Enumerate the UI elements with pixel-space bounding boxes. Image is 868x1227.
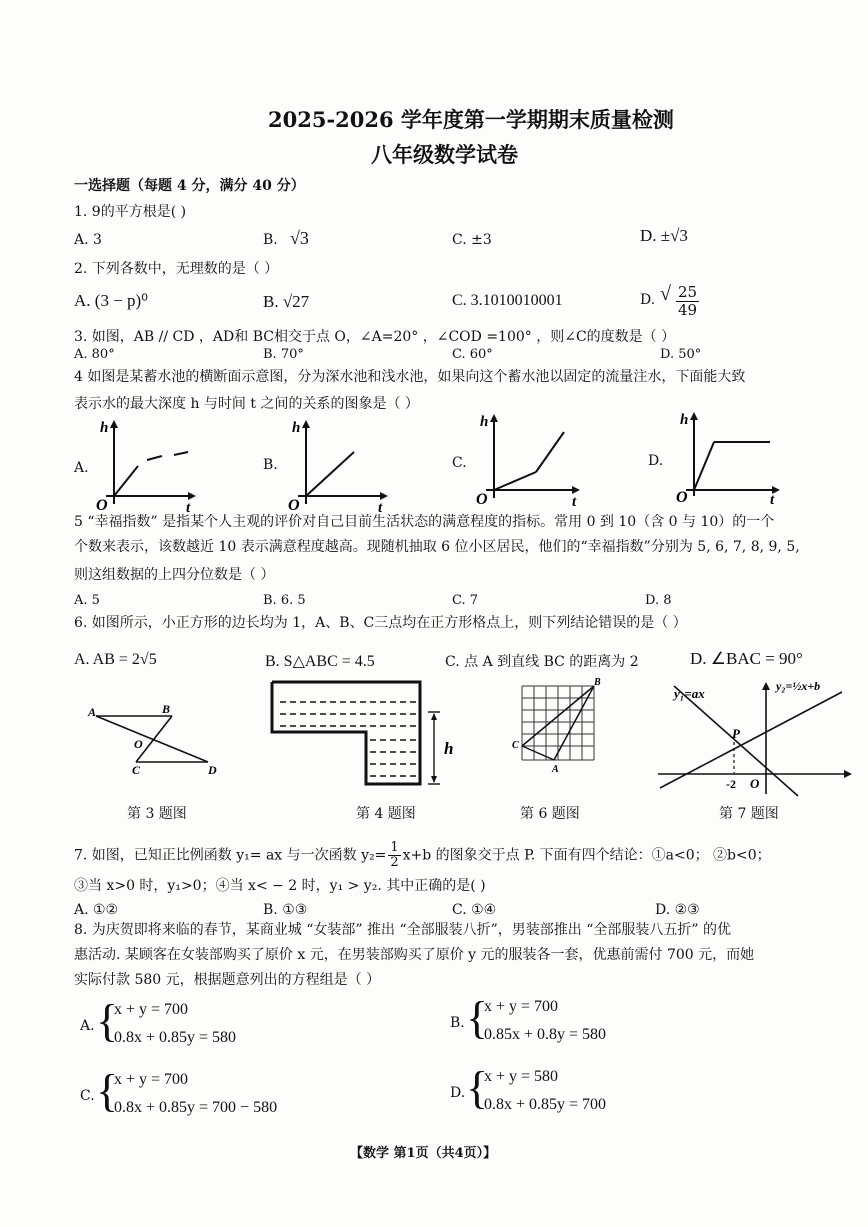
figure-7-caption: 第 7 题图 bbox=[719, 806, 779, 822]
tick-minus-2-label: -2 bbox=[726, 777, 736, 791]
point-c-label: C bbox=[132, 763, 141, 777]
origin-label: O bbox=[750, 776, 760, 791]
q7-fraction bbox=[388, 841, 400, 870]
q4-graph-b bbox=[284, 418, 394, 516]
left-brace: { bbox=[96, 1065, 119, 1116]
q5-stem-line1: 5 “幸福指数” 是指某个人主观的评价对自己目前生活状态的满意程度的指标。常用 0 到 10（含 0 与 10）的一个 bbox=[74, 514, 775, 530]
q4-graph-c bbox=[472, 412, 592, 510]
q2-option-a: A. (3 − p)⁰ bbox=[74, 291, 149, 310]
q6-option-b: B. S△ABC = 4.5 bbox=[265, 653, 375, 670]
q1-option-d: D. ±√3 bbox=[640, 226, 688, 245]
exam-subtitle: 八年级数学试卷 bbox=[371, 142, 518, 167]
q8-a-equation-1: x + y = 700 bbox=[114, 1001, 189, 1018]
q4-graph-d bbox=[672, 410, 792, 508]
figure-3-caption: 第 3 题图 bbox=[127, 806, 187, 822]
q7-option-a: A. ①② bbox=[74, 902, 119, 918]
sqrt-sign: √ bbox=[660, 283, 671, 305]
q8-b-equation-1: x + y = 700 bbox=[484, 998, 559, 1015]
point-b-label: B bbox=[162, 702, 171, 716]
point-c-label: C bbox=[512, 740, 519, 751]
axis-t-label: t bbox=[378, 500, 383, 516]
axis-t-label: t bbox=[572, 494, 577, 510]
q7-stem-part2: x+b 的图象交于点 P. 下面有四个结论：①a<0； ②b<0； bbox=[402, 847, 771, 864]
origin-label: O bbox=[676, 489, 688, 506]
q2-stem: 2. 下列各数中，无理数的是（ ） bbox=[74, 261, 279, 277]
q8-c-equation-2: 0.8x + 0.85y = 700 − 580 bbox=[114, 1099, 278, 1116]
q1-option-b: B. bbox=[263, 232, 278, 248]
q4-option-a: A. bbox=[74, 460, 89, 476]
q6-stem: 6. 如图所示，小正方形的边长均为 1，A、B、C三点均在正方形格点上，则下列结论错误的是（ ） bbox=[74, 615, 687, 631]
figure-4-caption: 第 4 题图 bbox=[356, 806, 416, 822]
q7-stem-part1: 7. 如图，已知正比例函数 y₁= ax 与一次函数 y₂= bbox=[74, 847, 387, 864]
q5-option-b: B. 6. 5 bbox=[263, 593, 306, 608]
q3-option-b: B. 70° bbox=[263, 347, 304, 362]
q4-graph-a bbox=[92, 418, 202, 516]
q3-option-d: D. 50° bbox=[660, 347, 702, 362]
figure-6 bbox=[510, 676, 610, 776]
q1-option-c: C. ±3 bbox=[452, 232, 492, 248]
q8-b-equation-2: 0.85x + 0.8y = 580 bbox=[484, 1026, 607, 1043]
axis-t-label: t bbox=[186, 500, 191, 516]
q2-option-d-fraction bbox=[676, 284, 699, 319]
q2-option-c: C. 3.1010010001 bbox=[452, 292, 563, 309]
q8-d-equation-1: x + y = 580 bbox=[484, 1068, 559, 1085]
figure-7 bbox=[656, 676, 856, 798]
origin-label: O bbox=[288, 497, 300, 514]
q6-option-a: A. AB = 2√5 bbox=[74, 651, 157, 668]
point-p-label: P bbox=[732, 726, 740, 741]
q4-option-d: D. bbox=[648, 453, 664, 469]
q3-option-a: A. 80° bbox=[74, 347, 115, 362]
q4-stem-line1: 4 如图是某蓄水池的横断面示意图，分为深水池和浅水池，如果向这个蓄水池以固定的流量注水，下面能大致 bbox=[74, 369, 746, 385]
axis-h-label: h bbox=[100, 420, 109, 436]
q8-option-c: C. bbox=[80, 1088, 95, 1104]
origin-label: O bbox=[476, 491, 488, 508]
q8-stem-line1: 8. 为庆贺即将来临的春节，某商业城 “女装部” 推出 “全部服装八折”，男装部推出 “全部服装八五折” 的优 bbox=[74, 922, 731, 938]
axis-h-label: h bbox=[480, 414, 489, 430]
figure-3 bbox=[84, 700, 234, 785]
q7-option-c: C. ①④ bbox=[452, 902, 497, 918]
axis-h-label: h bbox=[292, 420, 301, 436]
figure-4 bbox=[270, 680, 460, 790]
q8-stem-line2: 惠活动. 某顾客在女装部购买了原价 x 元，在男装部购买了原价 y 元的服装各一套，优惠前需付 700 元，而她 bbox=[74, 947, 755, 963]
q7-option-d: D. ②③ bbox=[655, 902, 700, 918]
q5-stem-line2: 个数来表示，该数越近 10 表示满意程度越高。现随机抽取 6 位小区居民，他们的“幸福指数”分别为 5, 6, 7, 8, 9, 5, bbox=[74, 539, 800, 555]
figure-6-caption: 第 6 题图 bbox=[520, 806, 580, 822]
exam-title: 2025-2026 学年度第一学期期末质量检测 bbox=[268, 107, 674, 132]
q5-option-a: A. 5 bbox=[74, 593, 100, 608]
q6-option-d: D. ∠BAC = 90° bbox=[690, 649, 803, 668]
fraction-denominator: 2 bbox=[390, 855, 399, 870]
line-y2-label: y₂=½x+b bbox=[776, 679, 821, 693]
q5-option-d: D. 8 bbox=[645, 593, 672, 608]
point-o-label: O bbox=[134, 737, 143, 751]
q8-option-a: A. bbox=[80, 1018, 95, 1034]
q7-option-b: B. ①③ bbox=[263, 902, 308, 918]
q1-stem: 1. 9的平方根是( ) bbox=[74, 204, 187, 220]
q7-stem-line1 bbox=[74, 841, 771, 870]
origin-label: O bbox=[96, 497, 108, 514]
point-a-label: A bbox=[88, 705, 97, 719]
point-a-label: A bbox=[552, 764, 559, 775]
line-y1-label: y₁=ax bbox=[674, 686, 705, 701]
point-d-label: D bbox=[208, 763, 217, 777]
depth-h-label: h bbox=[444, 739, 454, 758]
q1-option-b-value: √3 bbox=[290, 228, 309, 248]
point-b-label: B bbox=[594, 677, 601, 688]
q8-stem-line3: 实际付款 580 元，根据题意列出的方程组是（ ） bbox=[74, 972, 381, 988]
q1-option-a: A. 3 bbox=[74, 232, 102, 248]
left-brace: { bbox=[466, 992, 489, 1043]
q4-option-b: B. bbox=[263, 457, 278, 473]
left-brace: { bbox=[466, 1062, 489, 1113]
q8-c-equation-1: x + y = 700 bbox=[114, 1071, 189, 1088]
q4-stem-line2: 表示水的最大深度 h 与时间 t 之间的关系的图象是（ ） bbox=[74, 396, 419, 412]
q6-option-c: C. 点 A 到直线 BC 的距离为 2 bbox=[445, 654, 639, 670]
q4-option-c: C. bbox=[452, 455, 467, 471]
q2-option-b: B. √27 bbox=[263, 292, 310, 311]
q8-a-equation-2: 0.8x + 0.85y = 580 bbox=[114, 1029, 237, 1046]
fraction-denominator: 49 bbox=[678, 301, 698, 319]
fraction-numerator: 25 bbox=[678, 283, 698, 301]
page-footer: 【数学 第1页（共4页）】 bbox=[350, 1146, 497, 1161]
axis-h-label: h bbox=[680, 412, 689, 428]
section-heading: 一选择题（每题 4 分，满分 40 分） bbox=[74, 178, 305, 194]
q3-option-c: C. 60° bbox=[452, 347, 493, 362]
q8-option-b: B. bbox=[450, 1015, 465, 1031]
left-brace: { bbox=[96, 995, 119, 1046]
q2-option-d: D. bbox=[640, 292, 656, 308]
axis-t-label: t bbox=[770, 492, 775, 508]
q5-option-c: C. 7 bbox=[452, 593, 479, 608]
q8-d-equation-2: 0.8x + 0.85y = 700 bbox=[484, 1096, 607, 1113]
q8-option-d: D. bbox=[450, 1085, 466, 1101]
q3-stem: 3. 如图，AB // CD ，AD和 BC相交于点 O，∠A=20° ，∠COD =100° ，则∠C的度数是（ ） bbox=[74, 329, 676, 345]
fraction-numerator: 1 bbox=[390, 840, 399, 855]
q7-stem-line2: ③当 x>0 时，y₁>0；④当 x< − 2 时，y₁ > y₂. 其中正确的是( ) bbox=[74, 878, 486, 894]
q5-stem-line3: 则这组数据的上四分位数是（ ） bbox=[74, 567, 275, 583]
